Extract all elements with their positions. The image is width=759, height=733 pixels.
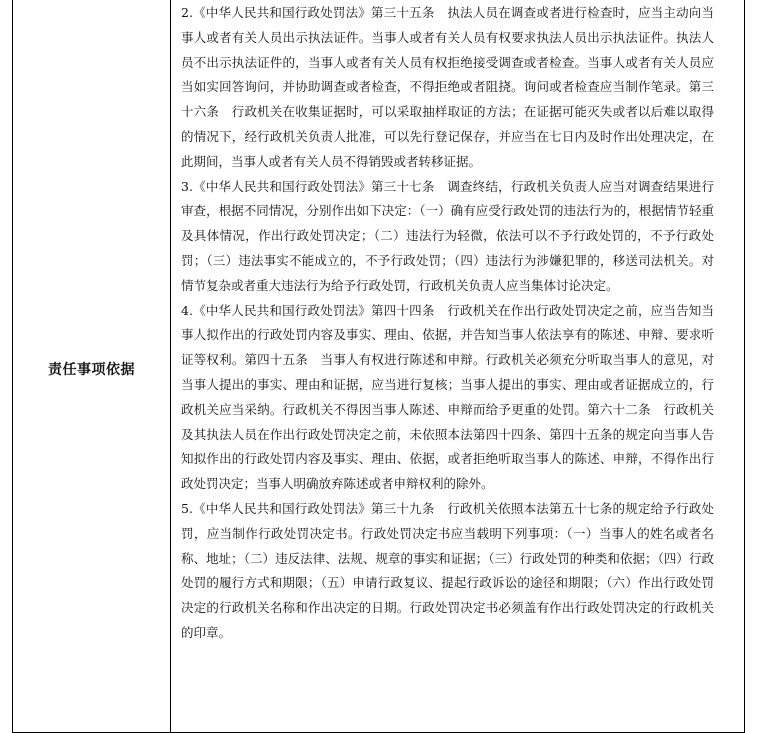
label-cell xyxy=(13,0,170,732)
responsibility-basis-table xyxy=(12,0,745,733)
column-divider xyxy=(170,0,171,732)
legal-basis-paragraph-4: 4.《中华人民共和国行政处罚法》第四十四条 行政机关在作出行政处罚决定之前，应当告知当事人拟作出的行政处罚内容及事实、理由、依据，并告知当事人依法享有的陈述、申辩、要求听证等权利。第四十五条 当事人有权进行陈述和申辩。行政机关必须充分听取当事人的意见，对当事人提出的事实、理由和证据，应当进行复核；当事人提出的事实、理由或者证据成立的，行政机关应当采纳。行政机关不得因当事人陈述、申辩而给予更重的处罚。第六十二条 行政机关及其执法人员在作出行政处罚决定之前，未依照本法第四十四条、第四十五条的规定向当事人告知拟作出的行政处罚内容及事实、理由、依据，或者拒绝听取当事人的陈述、申辩，不得作出行政处罚决定；当事人明确放弃陈述或者申辩权利的除外。 xyxy=(181,302,714,492)
legal-basis-paragraph-5: 5.《中华人民共和国行政处罚法》第三十九条 行政机关依照本法第五十七条的规定给予行政处罚，应当制作行政处罚决定书。行政处罚决定书应当载明下列事项：（一）当事人的姓名或者名称、地址；（二）违反法律、法规、规章的事实和证据；（三）行政处罚的种类和依据；（四）行政处罚的履行方式和期限；（五）申请行政复议、提起行政诉讼的途径和期限；（六）作出行政处罚决定的行政机关名称和作出决定的日期。行政处罚决定书必须盖有作出行政处罚决定的行政机关的印章。 xyxy=(181,500,714,640)
content-cell xyxy=(181,1,714,646)
legal-basis-paragraph-3: 3.《中华人民共和国行政处罚法》第三十七条 调查终结，行政机关负责人应当对调查结果进行审查，根据不同情况，分别作出如下决定：（一）确有应受行政处罚的违法行为的，根据情节轻重及具体情况，作出行政处罚决定；（二）违法行为轻微，依法可以不予行政处罚的，不予行政处罚；（三）违法事实不能成立的，不予行政处罚；（四）违法行为涉嫌犯罪的，移送司法机关。对情节复杂或者重大违法行为给予行政处罚，行政机关负责人应当集体讨论决定。 xyxy=(181,178,714,293)
row-label: 责任事项依据 xyxy=(48,361,135,378)
legal-basis-paragraph-2: 2.《中华人民共和国行政处罚法》第三十五条 执法人员在调查或者进行检查时，应当主动向当事人或者有关人员出示执法证件。当事人或者有关人员有权要求执法人员出示执法证件。执法人员不出示执法证件的，当事人或者有关人员有权拒绝接受调查或者检查。当事人或者有关人员应当如实回答询问，并协助调查或者检查，不得拒绝或者阻挠。询问或者检查应当制作笔录。第三十六条 行政机关在收集证据时，可以采取抽样取证的方法；在证据可能灭失或者以后难以取得的情况下，经行政机关负责人批准，可以先行登记保存，并应当在七日内及时作出处理决定，在此期间，当事人或者有关人员不得销毁或者转移证据。 xyxy=(181,5,714,169)
